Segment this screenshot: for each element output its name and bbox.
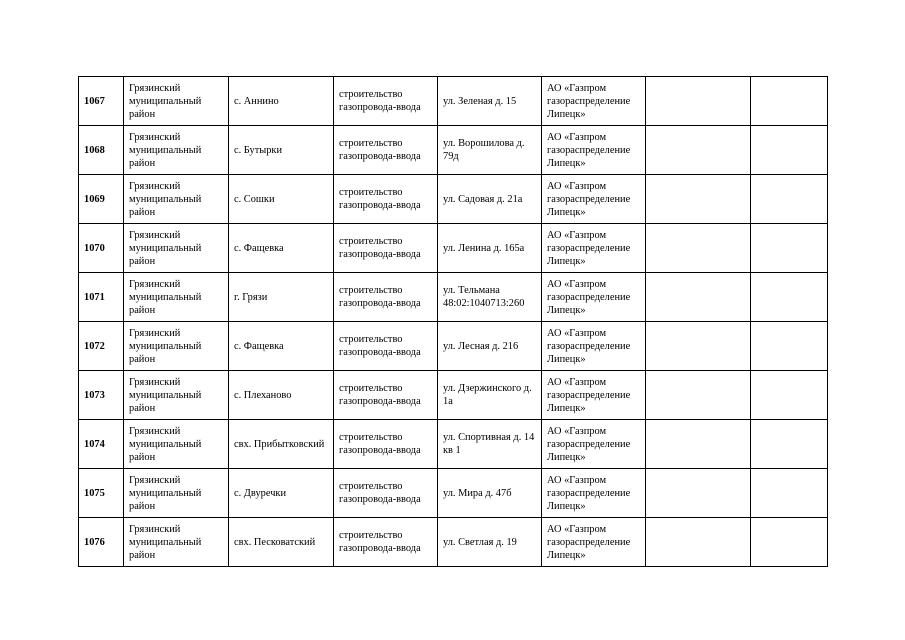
settlement-cell: с. Фащевка: [229, 322, 334, 371]
empty-cell: [646, 273, 751, 322]
row-number: 1069: [79, 175, 124, 224]
empty-cell: [751, 518, 828, 567]
settlement-cell: с. Фащевка: [229, 224, 334, 273]
empty-cell: [646, 469, 751, 518]
empty-cell: [751, 273, 828, 322]
empty-cell: [646, 371, 751, 420]
address-cell: ул. Зеленая д. 15: [438, 77, 542, 126]
table-row: [79, 322, 828, 371]
empty-cell: [751, 126, 828, 175]
district-cell: Грязинский муниципальный район: [124, 273, 229, 322]
district-cell: Грязинский муниципальный район: [124, 175, 229, 224]
organization-cell: АО «Газпром газораспределение Липецк»: [542, 175, 646, 224]
table-body: [79, 77, 828, 567]
empty-cell: [751, 224, 828, 273]
address-cell: ул. Дзержинского д. 1а: [438, 371, 542, 420]
district-cell: Грязинский муниципальный район: [124, 518, 229, 567]
row-number: 1074: [79, 420, 124, 469]
settlement-cell: с. Двуречки: [229, 469, 334, 518]
settlement-cell: свх. Прибытковский: [229, 420, 334, 469]
work-type-cell: строительство газопровода-ввода: [334, 322, 438, 371]
empty-cell: [646, 77, 751, 126]
address-cell: ул. Тельмана 48:02:1040713:260: [438, 273, 542, 322]
address-cell: ул. Ленина д. 165а: [438, 224, 542, 273]
district-cell: Грязинский муниципальный район: [124, 371, 229, 420]
work-type-cell: строительство газопровода-ввода: [334, 77, 438, 126]
row-number: 1076: [79, 518, 124, 567]
work-type-cell: строительство газопровода-ввода: [334, 273, 438, 322]
address-cell: ул. Садовая д. 21а: [438, 175, 542, 224]
row-number: 1068: [79, 126, 124, 175]
organization-cell: АО «Газпром газораспределение Липецк»: [542, 322, 646, 371]
gas-pipeline-table: [78, 76, 828, 567]
table-row: [79, 469, 828, 518]
work-type-cell: строительство газопровода-ввода: [334, 175, 438, 224]
settlement-cell: с. Плеханово: [229, 371, 334, 420]
settlement-cell: с. Аннино: [229, 77, 334, 126]
empty-cell: [646, 322, 751, 371]
empty-cell: [751, 469, 828, 518]
address-cell: ул. Мира д. 47б: [438, 469, 542, 518]
organization-cell: АО «Газпром газораспределение Липецк»: [542, 518, 646, 567]
organization-cell: АО «Газпром газораспределение Липецк»: [542, 469, 646, 518]
organization-cell: АО «Газпром газораспределение Липецк»: [542, 371, 646, 420]
table-row: [79, 126, 828, 175]
row-number: 1071: [79, 273, 124, 322]
table-row: [79, 77, 828, 126]
work-type-cell: строительство газопровода-ввода: [334, 420, 438, 469]
work-type-cell: строительство газопровода-ввода: [334, 518, 438, 567]
work-type-cell: строительство газопровода-ввода: [334, 224, 438, 273]
empty-cell: [751, 175, 828, 224]
organization-cell: АО «Газпром газораспределение Липецк»: [542, 273, 646, 322]
settlement-cell: г. Грязи: [229, 273, 334, 322]
district-cell: Грязинский муниципальный район: [124, 469, 229, 518]
row-number: 1070: [79, 224, 124, 273]
empty-cell: [646, 175, 751, 224]
table-row: [79, 371, 828, 420]
district-cell: Грязинский муниципальный район: [124, 224, 229, 273]
row-number: 1075: [79, 469, 124, 518]
row-number: 1067: [79, 77, 124, 126]
empty-cell: [646, 126, 751, 175]
address-cell: ул. Лесная д. 216: [438, 322, 542, 371]
empty-cell: [751, 371, 828, 420]
work-type-cell: строительство газопровода-ввода: [334, 126, 438, 175]
organization-cell: АО «Газпром газораспределение Липецк»: [542, 224, 646, 273]
table-row: [79, 175, 828, 224]
district-cell: Грязинский муниципальный район: [124, 420, 229, 469]
empty-cell: [751, 322, 828, 371]
table-row: [79, 420, 828, 469]
address-cell: ул. Спортивная д. 14 кв 1: [438, 420, 542, 469]
settlement-cell: с. Сошки: [229, 175, 334, 224]
row-number: 1072: [79, 322, 124, 371]
empty-cell: [751, 77, 828, 126]
organization-cell: АО «Газпром газораспределение Липецк»: [542, 77, 646, 126]
empty-cell: [751, 420, 828, 469]
organization-cell: АО «Газпром газораспределение Липецк»: [542, 126, 646, 175]
table-row: [79, 518, 828, 567]
district-cell: Грязинский муниципальный район: [124, 77, 229, 126]
settlement-cell: свх. Песковатский: [229, 518, 334, 567]
empty-cell: [646, 224, 751, 273]
settlement-cell: с. Бутырки: [229, 126, 334, 175]
district-cell: Грязинский муниципальный район: [124, 126, 229, 175]
empty-cell: [646, 420, 751, 469]
work-type-cell: строительство газопровода-ввода: [334, 371, 438, 420]
work-type-cell: строительство газопровода-ввода: [334, 469, 438, 518]
table-row: [79, 273, 828, 322]
district-cell: Грязинский муниципальный район: [124, 322, 229, 371]
row-number: 1073: [79, 371, 124, 420]
table-row: [79, 224, 828, 273]
address-cell: ул. Ворошилова д. 79д: [438, 126, 542, 175]
address-cell: ул. Светлая д. 19: [438, 518, 542, 567]
empty-cell: [646, 518, 751, 567]
organization-cell: АО «Газпром газораспределение Липецк»: [542, 420, 646, 469]
